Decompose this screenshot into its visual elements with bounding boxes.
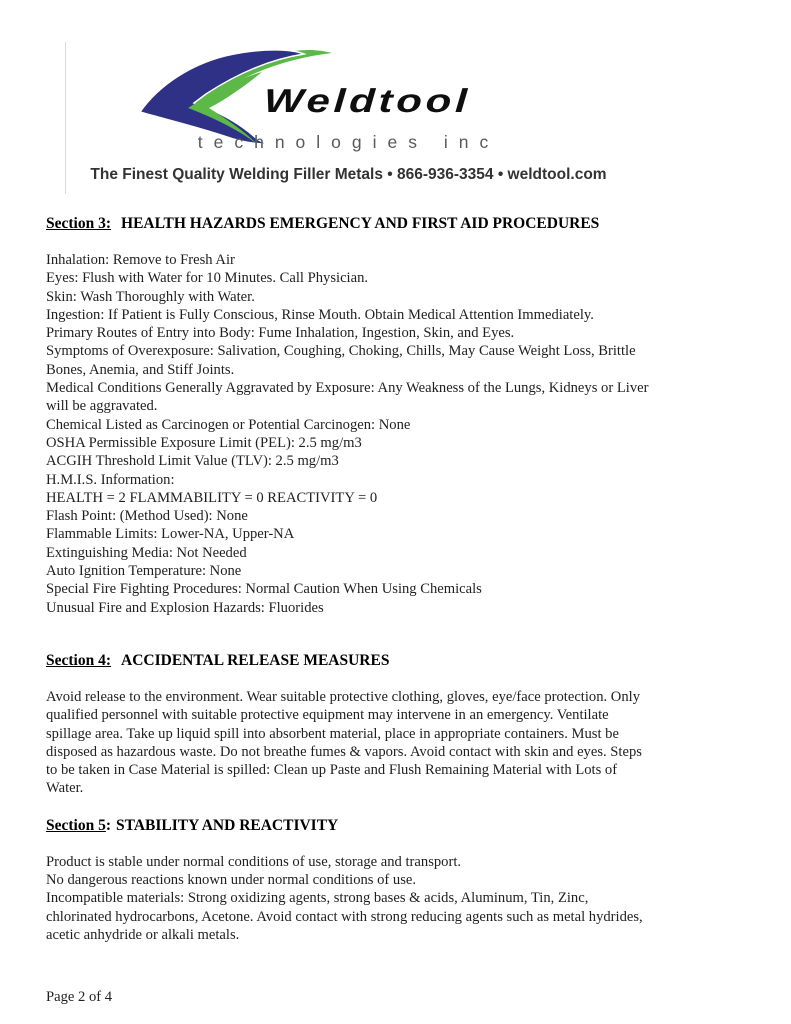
body-line: Medical Conditions Generally Aggravated by Exposure: Any Weakness of the Lungs, Kidneys or Liver will be aggravated. <box>46 380 649 415</box>
section-3-heading <box>46 214 655 233</box>
body-line: Chemical Listed as Carcinogen or Potential Carcinogen: None <box>46 416 411 433</box>
section-5-heading: Section 5: STABILITY AND REACTIVITY <box>46 816 339 834</box>
section-4-body <box>46 688 655 798</box>
section-3-label: Section 3: <box>46 215 112 232</box>
logo-tagline: The Finest Quality Welding Filler Metals • 866-936-3354 • weldtool.com <box>90 166 607 183</box>
body-line: HEALTH = 2 FLAMMABILITY = 0 REACTIVITY = 0 <box>46 489 378 506</box>
body-line: Unusual Fire and Explosion Hazards: Fluorides <box>46 599 324 616</box>
body-line: ACGIH Threshold Limit Value (TLV): 2.5 mg/m3 <box>46 453 339 470</box>
section-4-label: Section 4: <box>46 651 112 669</box>
body-line: OSHA Permissible Exposure Limit (PEL): 2.5 mg/m3 <box>46 434 362 451</box>
body-line: Flammable Limits: Lower-NA, Upper-NA <box>46 526 295 543</box>
section-4 <box>46 651 655 798</box>
section-3-title: HEALTH HAZARDS EMERGENCY AND FIRST AID PROCEDURES <box>121 215 600 232</box>
body-line: H.M.I.S. Information: <box>46 471 175 488</box>
section-5-body <box>46 853 655 944</box>
body-paragraph: Avoid release to the environment. Wear suitable protective clothing, gloves, eye/face protection. Only qualified personnel with suitable protective equipment may intervene in an emergency. Ventilate spillage area. Take up liquid spill into absorbent material, place in appropriate containers. Must be disposed as hazardous waste. Do not breathe fumes & vapors. Avoid contact with skin and eyes. Steps to be taken in Case Material is spilled: Clean up Paste and Flush Remaining Material with Lots of Water. <box>46 688 642 797</box>
body-line: Symptoms of Overexposure: Salivation, Coughing, Choking, Chills, May Cause Weight Loss, Brittle Bones, Anemia, and Stiff Joints. <box>46 343 636 378</box>
logo-subtitle: technologies inc <box>197 132 500 152</box>
page-number: Page 2 of 4 <box>46 989 113 1006</box>
section-5-label: Section 5 <box>46 816 106 834</box>
section-4-title: ACCIDENTAL RELEASE MEASURES <box>121 651 390 669</box>
body-line: No dangerous reactions known under normal conditions of use. <box>46 872 417 889</box>
body-line: Flash Point: (Method Used): None <box>46 508 248 525</box>
body-line: Inhalation: Remove to Fresh Air <box>46 252 235 268</box>
company-letterhead <box>65 42 631 194</box>
body-line: Extinguishing Media: Not Needed <box>46 544 247 561</box>
body-line: Eyes: Flush with Water for 10 Minutes. Call Physician. <box>46 270 369 287</box>
section-5-title: STABILITY AND REACTIVITY <box>116 816 339 834</box>
body-line: Product is stable under normal conditions of use, storage and transport. <box>46 853 462 870</box>
body-line: Auto Ignition Temperature: None <box>46 563 242 580</box>
brand-name: Weldtool <box>263 82 472 119</box>
body-line: Ingestion: If Patient is Fully Conscious, Rinse Mouth. Obtain Medical Attention Immediately. <box>46 306 594 323</box>
body-line: Incompatible materials: Strong oxidizing agents, strong bases & acids, Aluminum, Tin, Zinc, chlorinated hydrocarbons, Acetone. Avoid contact with strong reducing agents such as metal hydrides, acetic anhydride or alkali metals. <box>46 890 643 943</box>
body-line: Primary Routes of Entry into Body: Fume Inhalation, Ingestion, Skin, and Eyes. <box>46 325 515 342</box>
body-line: Skin: Wash Thoroughly with Water. <box>46 288 255 305</box>
section-3-body <box>46 251 655 617</box>
body-line: Special Fire Fighting Procedures: Normal Caution When Using Chemicals <box>46 581 482 598</box>
section-5 <box>46 816 655 944</box>
section-4-heading <box>46 651 655 670</box>
section-3 <box>46 214 655 617</box>
